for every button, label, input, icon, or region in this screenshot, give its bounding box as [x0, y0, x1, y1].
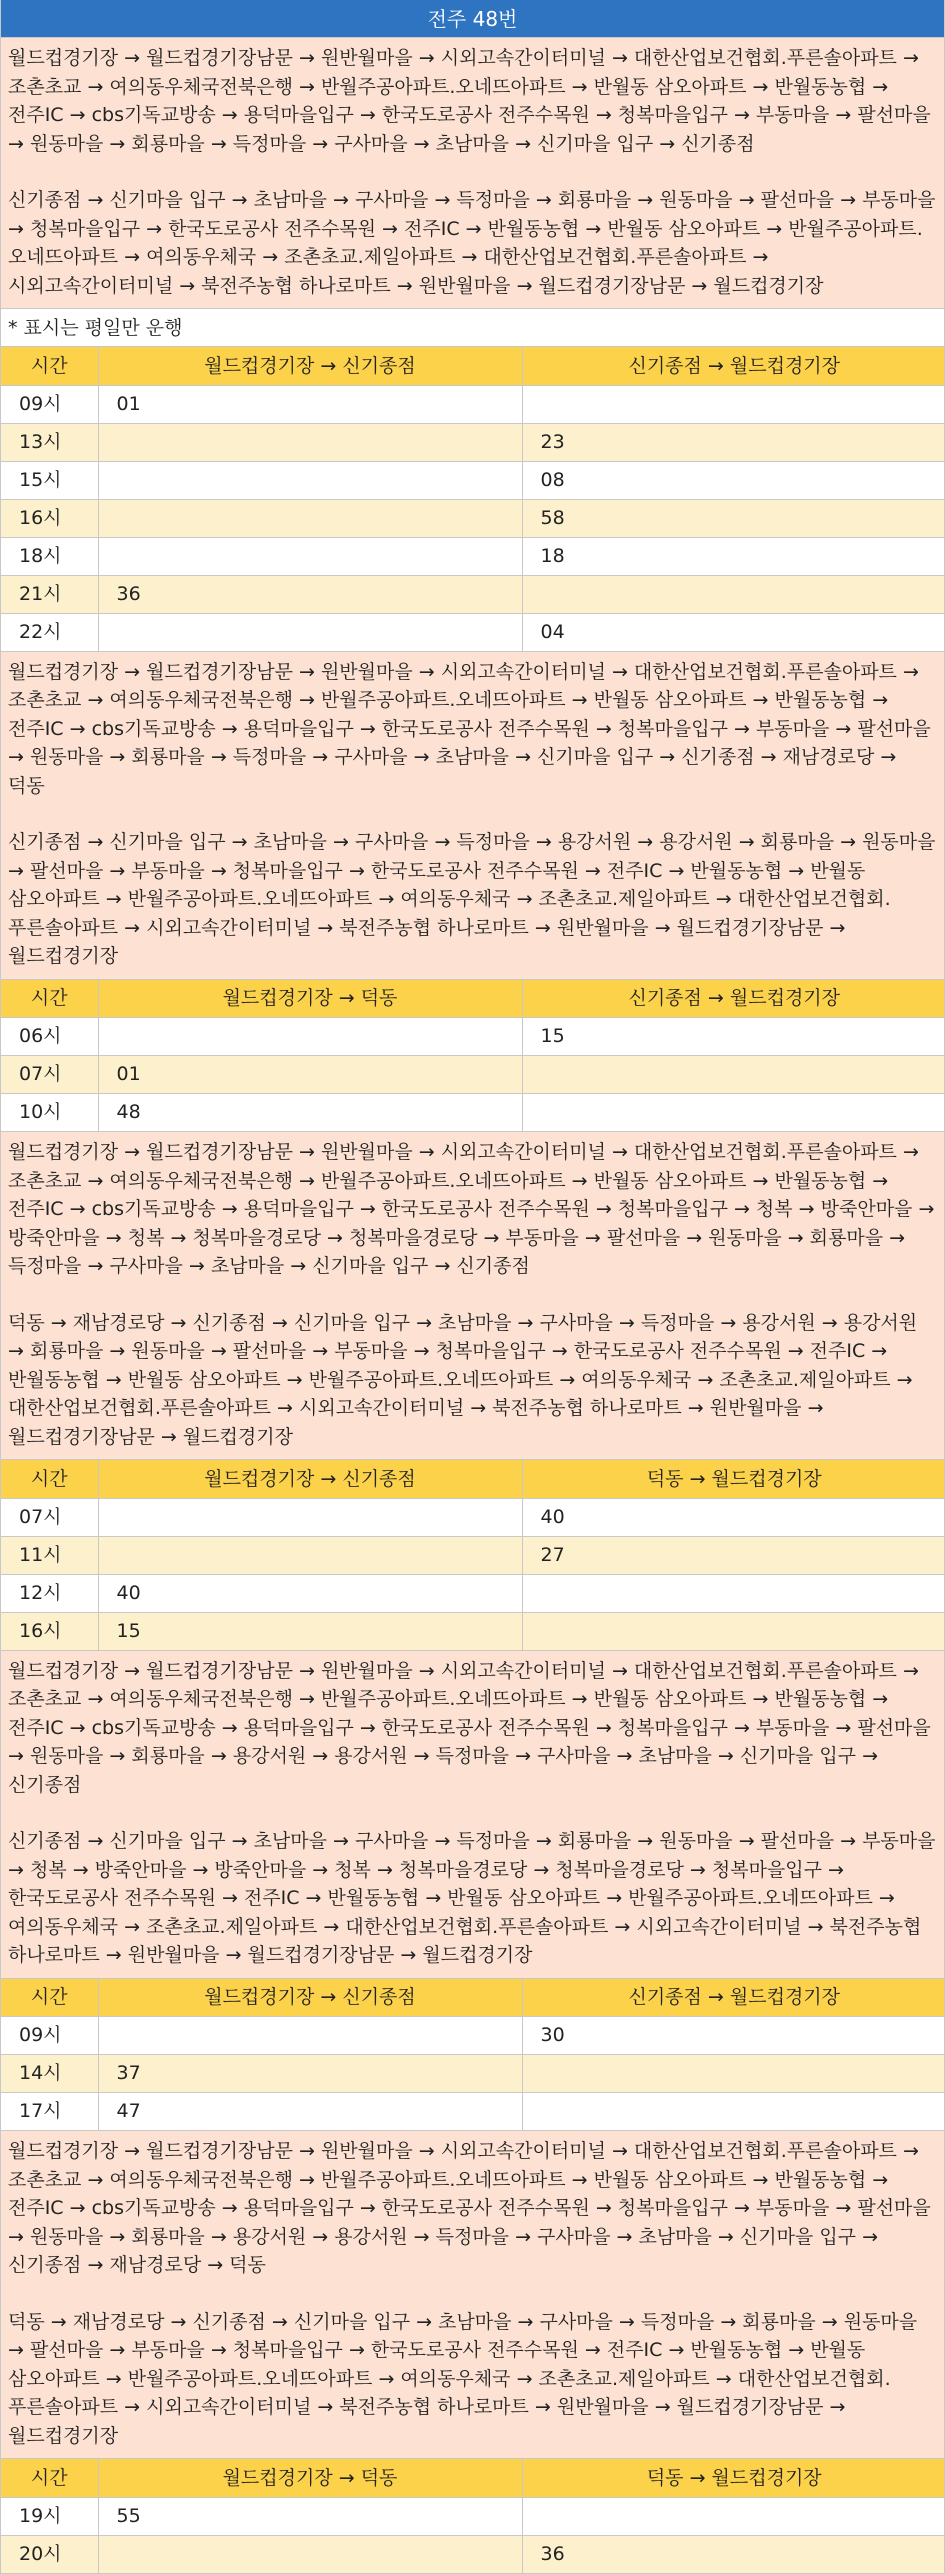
hour-cell: 12시 [1, 1574, 98, 1612]
route-forward: 월드컵경기장 → 월드컵경기장남문 → 원반월마을 → 시외고속간이터미널 → 대한산업보건협회.푸른솔아파트 → 조촌초교 → 여의동우체국전북은행 → 반월주공아파트.오네뜨아파트 → 반월동 삼오아파트 → 반월동농협 → 전주IC → cbs기독교방송 → 용덕마을입구 → 한국도로공사 전주수목원 → 청복마을입구 → 부동마을 → 팔선마을 → 원동마을 → 회룡마을 → 용강서원 → 용강서원 → 득정마을 → 구사마을 → 초남마을 → 신기마을 입구 → 신기종점 [8, 1659, 931, 1796]
route-description [1, 652, 944, 980]
minute-cell [522, 1056, 945, 1094]
hour-cell: 15시 [1, 461, 98, 499]
minute-cell [522, 1574, 945, 1612]
table-row [1, 2093, 945, 2131]
table-row [1, 2017, 945, 2055]
route-return: 신기종점 → 신기마을 입구 → 초남마을 → 구사마을 → 득정마을 → 용강서원 → 용강서원 → 회룡마을 → 원동마을 → 팔선마을 → 부동마을 → 청복마을입구 → 한국도로공사 전주수목원 → 전주IC → 반월동농협 → 반월동 삼오아파트 → 반월주공아파트.오네뜨아파트 → 여의동우체국 → 조촌초교.제일아파트 → 대한산업보건협회.푸른솔아파트 → 시외고속간이터미널 → 북전주농협 하나로마트 → 원반월마을 → 월드컵경기장남문 → 월드컵경기장 [8, 831, 936, 967]
minute-cell [522, 385, 945, 423]
minute-cell: 37 [98, 2055, 522, 2093]
schedule-table [1, 1460, 945, 1651]
hour-cell: 07시 [1, 1498, 98, 1536]
minute-cell: 48 [98, 1094, 522, 1132]
table-row [1, 613, 945, 651]
minute-cell: 08 [522, 461, 945, 499]
table-row [1, 499, 945, 537]
minute-cell: 27 [522, 1536, 945, 1574]
direction-column-header: 월드컵경기장 → 신기종점 [98, 347, 522, 385]
minute-cell: 58 [522, 499, 945, 537]
minute-cell [98, 499, 522, 537]
minute-cell [98, 2535, 522, 2573]
direction-column-header: 신기종점 → 월드컵경기장 [522, 980, 945, 1018]
minute-cell [522, 2055, 945, 2093]
hour-cell: 19시 [1, 2497, 98, 2535]
route-description [1, 2131, 944, 2459]
hour-cell: 16시 [1, 499, 98, 537]
table-row [1, 385, 945, 423]
route-description [1, 1651, 944, 1979]
minute-cell [98, 613, 522, 651]
direction-column-header: 신기종점 → 월드컵경기장 [522, 1979, 945, 2017]
minute-cell: 36 [98, 575, 522, 613]
minute-cell [98, 423, 522, 461]
minute-cell: 15 [98, 1612, 522, 1650]
hour-cell: 06시 [1, 1018, 98, 1056]
minute-cell: 55 [98, 2497, 522, 2535]
minute-cell: 36 [522, 2535, 945, 2573]
table-row [1, 537, 945, 575]
direction-column-header: 신기종점 → 월드컵경기장 [522, 347, 945, 385]
hour-cell: 07시 [1, 1056, 98, 1094]
table-row [1, 1094, 945, 1132]
schedule-table [1, 1979, 945, 2132]
minute-cell: 40 [522, 1498, 945, 1536]
table-row [1, 423, 945, 461]
hour-cell: 17시 [1, 2093, 98, 2131]
minute-cell [522, 575, 945, 613]
table-row [1, 1536, 945, 1574]
hour-cell: 09시 [1, 2017, 98, 2055]
route-return: 덕동 → 재남경로당 → 신기종점 → 신기마을 입구 → 초남마을 → 구사마을 → 득정마을 → 용강서원 → 용강서원 → 회룡마을 → 원동마을 → 팔선마을 → 부동마을 → 청복마을입구 → 한국도로공사 전주수목원 → 전주IC → 반월동농협 → 반월동 삼오아파트 → 반월주공아파트.오네뜨아파트 → 여의동우체국 → 조촌초교.제일아파트 → 대한산업보건협회.푸른솔아파트 → 시외고속간이터미널 → 북전주농협 하나로마트 → 원반월마을 → 월드컵경기장남문 → 월드컵경기장 [8, 1311, 918, 1448]
minute-cell [98, 461, 522, 499]
route-forward: 월드컵경기장 → 월드컵경기장남문 → 원반월마을 → 시외고속간이터미널 → 대한산업보건협회.푸른솔아파트 → 조촌초교 → 여의동우체국전북은행 → 반월주공아파트.오네뜨아파트 → 반월동 삼오아파트 → 반월동농협 → 전주IC → cbs기독교방송 → 용덕마을입구 → 한국도로공사 전주수목원 → 청복마을입구 → 부동마을 → 팔선마을 → 원동마을 → 회룡마을 → 득정마을 → 구사마을 → 초남마을 → 신기마을 입구 → 신기종점 → 재남경로당 → 덕동 [8, 660, 931, 797]
direction-column-header: 월드컵경기장 → 덕동 [98, 980, 522, 1018]
hour-cell: 16시 [1, 1612, 98, 1650]
hour-cell: 13시 [1, 423, 98, 461]
schedule-table [1, 980, 945, 1133]
table-header-row [1, 980, 945, 1018]
minute-cell: 40 [98, 1574, 522, 1612]
table-row [1, 2055, 945, 2093]
table-row [1, 2497, 945, 2535]
hour-cell: 20시 [1, 2535, 98, 2573]
route-forward: 월드컵경기장 → 월드컵경기장남문 → 원반월마을 → 시외고속간이터미널 → 대한산업보건협회.푸른솔아파트 → 조촌초교 → 여의동우체국전북은행 → 반월주공아파트.오네뜨아파트 → 반월동 삼오아파트 → 반월동농협 → 전주IC → cbs기독교방송 → 용덕마을입구 → 한국도로공사 전주수목원 → 청복마을입구 → 청복 → 방죽안마을 → 방죽안마을 → 청복 → 청복마을경로당 → 청복마을경로당 → 부동마을 → 팔선마을 → 원동마을 → 회룡마을 → 득정마을 → 구사마을 → 초남마을 → 신기마을 입구 → 신기종점 [8, 1141, 935, 1277]
direction-column-header: 월드컵경기장 → 덕동 [98, 2459, 522, 2497]
table-row [1, 575, 945, 613]
minute-cell [522, 2497, 945, 2535]
route-return: 덕동 → 재남경로당 → 신기종점 → 신기마을 입구 → 초남마을 → 구사마을 → 득정마을 → 회룡마을 → 원동마을 → 팔선마을 → 부동마을 → 청복마을입구 → 한국도로공사 전주수목원 → 전주IC → 반월동농협 → 반월동 삼오아파트 → 반월주공아파트.오네뜨아파트 → 여의동우체국 → 조촌초교.제일아파트 → 대한산업보건협회.푸른솔아파트 → 시외고속간이터미널 → 북전주농협 하나로마트 → 원반월마을 → 월드컵경기장남문 → 월드컵경기장 [8, 2310, 918, 2447]
minute-cell [98, 1498, 522, 1536]
route-forward: 월드컵경기장 → 월드컵경기장남문 → 원반월마을 → 시외고속간이터미널 → 대한산업보건협회.푸른솔아파트 → 조촌초교 → 여의동우체국전북은행 → 반월주공아파트.오네뜨아파트 → 반월동 삼오아파트 → 반월동농협 → 전주IC → cbs기독교방송 → 용덕마을입구 → 한국도로공사 전주수목원 → 청복마을입구 → 부동마을 → 팔선마을 → 원동마을 → 회룡마을 → 득정마을 → 구사마을 → 초남마을 → 신기마을 입구 → 신기종점 [8, 47, 931, 155]
page-title: 전주 48번 [1, 0, 944, 38]
hour-cell: 14시 [1, 2055, 98, 2093]
minute-cell: 01 [98, 385, 522, 423]
table-header-row [1, 2459, 945, 2497]
minute-cell: 47 [98, 2093, 522, 2131]
minute-cell [522, 2093, 945, 2131]
time-column-header: 시간 [1, 347, 98, 385]
hour-cell: 09시 [1, 385, 98, 423]
route-return: 신기종점 → 신기마을 입구 → 초남마을 → 구사마을 → 득정마을 → 회룡마을 → 원동마을 → 팔선마을 → 부동마을 → 청복마을입구 → 한국도로공사 전주수목원 → 전주IC → 반월동농협 → 반월동 삼오아파트 → 반월주공아파트.오네뜨아파트 → 여의동우체국 → 조촌초교.제일아파트 → 대한산업보건협회.푸른솔아파트 → 시외고속간이터미널 → 북전주농협 하나로마트 → 원반월마을 → 월드컵경기장남문 → 월드컵경기장 [8, 189, 936, 297]
route-return: 신기종점 → 신기마을 입구 → 초남마을 → 구사마을 → 득정마을 → 회룡마을 → 원동마을 → 팔선마을 → 부동마을 → 청복 → 방죽안마을 → 방죽안마을 → 청복 → 청복마을경로당 → 청복마을경로당 → 청복마을입구 → 한국도로공사 전주수목원 → 전주IC → 반월동농협 → 반월동 삼오아파트 → 반월주공아파트.오네뜨아파트 → 여의동우체국 → 조촌초교.제일아파트 → 대한산업보건협회.푸른솔아파트 → 시외고속간이터미널 → 북전주농협 하나로마트 → 원반월마을 → 월드컵경기장남문 → 월드컵경기장 [8, 1830, 936, 1966]
timetable-sections [1, 38, 944, 2574]
hour-cell: 21시 [1, 575, 98, 613]
table-header-row [1, 347, 945, 385]
minute-cell [98, 1018, 522, 1056]
table-header-row [1, 1460, 945, 1498]
route-description [1, 38, 944, 309]
direction-column-header: 덕동 → 월드컵경기장 [522, 1460, 945, 1498]
table-row [1, 2535, 945, 2573]
minute-cell: 01 [98, 1056, 522, 1094]
minute-cell [98, 1536, 522, 1574]
minute-cell [98, 2017, 522, 2055]
direction-column-header: 월드컵경기장 → 신기종점 [98, 1979, 522, 2017]
time-column-header: 시간 [1, 980, 98, 1018]
hour-cell: 10시 [1, 1094, 98, 1132]
minute-cell: 18 [522, 537, 945, 575]
minute-cell: 23 [522, 423, 945, 461]
route-description [1, 1132, 944, 1460]
weekday-note: * 표시는 평일만 운행 [1, 309, 944, 347]
table-header-row [1, 1979, 945, 2017]
minute-cell: 15 [522, 1018, 945, 1056]
table-row [1, 461, 945, 499]
table-row [1, 1018, 945, 1056]
minute-cell [522, 1094, 945, 1132]
route-forward: 월드컵경기장 → 월드컵경기장남문 → 원반월마을 → 시외고속간이터미널 → 대한산업보건협회.푸른솔아파트 → 조촌초교 → 여의동우체국전북은행 → 반월주공아파트.오네뜨아파트 → 반월동 삼오아파트 → 반월동농협 → 전주IC → cbs기독교방송 → 용덕마을입구 → 한국도로공사 전주수목원 → 청복마을입구 → 부동마을 → 팔선마을 → 원동마을 → 회룡마을 → 용강서원 → 용강서원 → 득정마을 → 구사마을 → 초남마을 → 신기마을 입구 → 신기종점 → 재남경로당 → 덕동 [8, 2140, 931, 2276]
direction-column-header: 월드컵경기장 → 신기종점 [98, 1460, 522, 1498]
minute-cell: 30 [522, 2017, 945, 2055]
table-row [1, 1056, 945, 1094]
minute-cell [522, 1612, 945, 1650]
minute-cell [98, 537, 522, 575]
minute-cell: 04 [522, 613, 945, 651]
direction-column-header: 덕동 → 월드컵경기장 [522, 2459, 945, 2497]
time-column-header: 시간 [1, 1979, 98, 2017]
table-row [1, 1574, 945, 1612]
hour-cell: 22시 [1, 613, 98, 651]
time-column-header: 시간 [1, 1460, 98, 1498]
schedule-table [1, 347, 945, 652]
hour-cell: 18시 [1, 537, 98, 575]
table-row [1, 1612, 945, 1650]
schedule-table [1, 2459, 945, 2574]
hour-cell: 11시 [1, 1536, 98, 1574]
table-row [1, 1498, 945, 1536]
time-column-header: 시간 [1, 2459, 98, 2497]
